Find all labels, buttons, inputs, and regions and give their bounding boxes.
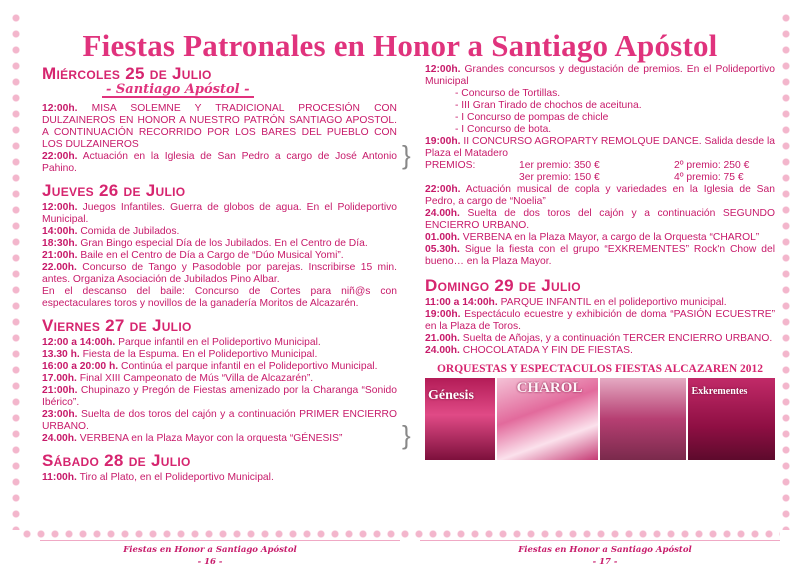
event-item xyxy=(42,361,397,373)
event-time: 11:00 a 14:00h. xyxy=(425,297,498,308)
event-time: 19:00h. xyxy=(425,136,461,147)
bottom-dot-border xyxy=(20,528,780,540)
event-text: PARQUE INFANTIL en el polideportivo municipal. xyxy=(497,297,727,308)
prize-1: 1er premio: 350 € xyxy=(519,160,600,171)
day-subtitle: - Santiago Apóstol - xyxy=(102,84,254,98)
event-item xyxy=(42,472,397,484)
event-item xyxy=(42,250,397,262)
event-item xyxy=(425,184,775,208)
event-item xyxy=(42,337,397,349)
event-text: Comida de Jubilados. xyxy=(77,226,180,237)
footer-rule xyxy=(420,540,780,541)
day-heading-saturday: Sábado 28 de Julio xyxy=(42,451,191,470)
event-item xyxy=(425,297,775,309)
prizes-table xyxy=(425,160,775,184)
event-item xyxy=(425,232,775,244)
event-text: Juegos Infantiles. Guerra de globos de agua. En el Polideportivo Municipal. xyxy=(42,202,397,225)
event-time: 14:00h. xyxy=(42,226,78,237)
charol-band-photo xyxy=(497,378,598,460)
event-text: Final XIII Campeonato de Mús “Villa de Alcazarén”. xyxy=(76,373,314,384)
event-item xyxy=(42,409,397,433)
event-text: Espectáculo ecuestre y exhibición de doma “PASIÓN ECUESTRE” en la Plaza de Toros. xyxy=(425,309,775,332)
event-text: Parque infantil en el Polideportivo Municipal. xyxy=(115,337,321,348)
contest-item: - III Gran Tirado de chochos de aceituna. xyxy=(455,100,642,111)
event-time: 23:00h. xyxy=(42,409,78,420)
event-item xyxy=(42,385,397,409)
footer-text: Fiestas en Honor a Santiago Apóstol xyxy=(123,545,297,555)
fold-mark: } xyxy=(402,140,411,170)
photo-label: Génesis xyxy=(428,388,474,403)
event-item xyxy=(425,136,775,160)
event-time: 22.00h. xyxy=(42,262,77,273)
event-time: 21:00h. xyxy=(42,385,78,396)
day-heading-friday: Viernes 27 de Julio xyxy=(42,316,192,335)
event-text: Grandes concursos y degustación de premios. En el Polideportivo Municipal xyxy=(425,64,775,87)
event-item xyxy=(425,64,775,88)
event-item xyxy=(42,349,397,361)
event-item xyxy=(42,238,397,250)
event-text: Concurso de Tango y Pasodoble por parejas. Inscribirse 15 min. antes. Organiza Asociación de Jubilados Pino Albar. xyxy=(42,262,397,285)
event-time: 12:00h. xyxy=(42,103,78,114)
footer-rule xyxy=(40,540,400,541)
event-text: Gran Bingo especial Día de los Jubilados. En el Centro de Día. xyxy=(77,238,368,249)
footer-right xyxy=(505,544,705,568)
event-text: Fiesta de la Espuma. En el Polideportivo Municipal. xyxy=(79,349,318,360)
event-text: En el descanso del baile: Concurso de Cortes para niñ@s con espectaculares toros y novillos de la ganadería Moritos de Alcazarén. xyxy=(42,286,397,309)
event-item xyxy=(42,433,397,445)
contest-item: - Concurso de Tortillas. xyxy=(455,88,561,99)
event-time: 12:00 a 14:00h. xyxy=(42,337,116,348)
event-text: II CONCURSO AGROPARTY REMOLQUE DANCE. Salida desde la Plaza el Matadero xyxy=(425,136,775,159)
event-time: 05.30h. xyxy=(425,244,460,255)
event-text: Tiro al Plato, en el Polideportivo Municipal. xyxy=(76,472,274,483)
day-heading-wednesday: Miércoles 25 de Julio xyxy=(42,64,212,83)
event-text: Suelta de Añojas, y a continuación TERCER ENCIERRO URBANO. xyxy=(459,333,773,344)
event-item xyxy=(425,244,775,268)
event-time: 12:00h. xyxy=(425,64,461,75)
event-text: Actuación en la Iglesia de San Pedro a cargo de José Antonio Pahino. xyxy=(42,151,397,174)
event-time: 21.00h. xyxy=(425,333,460,344)
event-time: 24.00h. xyxy=(425,208,460,219)
event-time: 22:00h. xyxy=(42,151,78,162)
event-time: 11:00h. xyxy=(42,472,77,483)
prize-3: 3er premio: 150 € xyxy=(519,172,600,183)
footer-text: Fiestas en Honor a Santiago Apóstol xyxy=(518,545,692,555)
page-title: Fiestas Patronales en Honor a Santiago Apóstol xyxy=(82,28,718,63)
event-time: 12:00h. xyxy=(42,202,78,213)
event-text: Sigue la fiesta con el grupo “EXKREMENTES” Rock'n Chow del bueno… en la Plaza Mayor. xyxy=(425,244,775,267)
orquestas-title: ORQUESTAS Y ESPECTACULOS FIESTAS ALCAZAREN 2012 xyxy=(436,363,763,375)
event-time: 01.00h. xyxy=(425,232,460,243)
event-list xyxy=(42,337,397,445)
event-text: Suelta de dos toros del cajón y a continuación PRIMER ENCIERRO URBANO. xyxy=(42,409,397,432)
event-text: Baile en el Centro de Día a Cargo de “Dúo Musical Yomi”. xyxy=(77,250,344,261)
event-time: 18:30h. xyxy=(42,238,78,249)
event-text: Actuación musical de copla y variedades en la Iglesia de San Pedro, a cargo de “Noelia” xyxy=(425,184,775,207)
orquestas-photo-strip xyxy=(425,378,775,460)
event-item xyxy=(425,345,775,357)
equestrian-show-photo xyxy=(600,378,686,460)
prize-2: 2º premio: 250 € xyxy=(674,160,750,171)
event-time: 16:00 a 20:00 h. xyxy=(42,361,119,372)
prize-4: 4º premio: 75 € xyxy=(674,172,744,183)
event-item xyxy=(42,262,397,286)
left-column xyxy=(42,64,397,484)
exkrementes-band-photo xyxy=(688,378,775,460)
event-text: Continúa el parque infantil en el Polideportivo Municipal. xyxy=(118,361,378,372)
photo-label: Exkrementes xyxy=(691,386,748,397)
prizes-label: PREMIOS: xyxy=(425,160,476,171)
event-list xyxy=(42,202,397,310)
event-item xyxy=(425,208,775,232)
event-time: 21:00h. xyxy=(42,250,78,261)
event-text: VERBENA en la Plaza Mayor, a cargo de la Orquesta “CHAROL” xyxy=(459,232,760,243)
footer-left xyxy=(110,544,310,568)
event-time: 24.00h. xyxy=(425,345,460,356)
right-dot-border xyxy=(778,10,794,530)
genesis-band-photo xyxy=(425,378,495,460)
event-time: 19:00h. xyxy=(425,309,461,320)
day-heading-sunday: Domingo 29 de Julio xyxy=(425,276,581,295)
event-time: 13.30 h. xyxy=(42,349,80,360)
fold-mark: } xyxy=(402,420,411,450)
event-text: CHOCOLATADA Y FIN DE FIESTAS. xyxy=(459,345,633,356)
event-item xyxy=(42,226,397,238)
event-item xyxy=(425,333,775,345)
photo-label: CHAROL xyxy=(516,380,583,396)
event-item xyxy=(425,309,775,333)
event-list xyxy=(425,184,775,268)
event-list xyxy=(42,472,397,484)
event-item xyxy=(42,202,397,226)
event-list xyxy=(425,297,775,357)
event-time: 17.00h. xyxy=(42,373,77,384)
page-number: - 16 - xyxy=(197,557,223,567)
right-column xyxy=(425,64,775,460)
event-list xyxy=(42,103,397,175)
event-text: MISA SOLEMNE Y TRADICIONAL PROCESIÓN CON DULZAINEROS EN HONOR A NUESTRO PATRÓN SANTIAGO APOSTOL. A CONTINUACIÓN RECORRIDO POR LOS BARES DEL PUEBLO CON LOS DULZAINEROS xyxy=(42,103,397,150)
event-text: VERBENA en la Plaza Mayor con la orquesta “GÉNESIS” xyxy=(76,433,343,444)
day-heading-thursday: Jueves 26 de Julio xyxy=(42,181,186,200)
event-time: 22:00h. xyxy=(425,184,461,195)
event-text: Suelta de dos toros del cajón y a continuación SEGUNDO ENCIERRO URBANO. xyxy=(425,208,775,231)
event-item xyxy=(42,151,397,175)
event-item xyxy=(42,373,397,385)
event-text: Chupinazo y Pregón de Fiestas amenizado por la Charanga “Sonido Ibérico”. xyxy=(42,385,397,408)
contest-item: - I Concurso de pompas de chicle xyxy=(455,112,609,123)
event-item xyxy=(42,286,397,310)
event-time: 24.00h. xyxy=(42,433,77,444)
event-item xyxy=(42,103,397,151)
page-number: - 17 - xyxy=(592,557,618,567)
left-dot-border xyxy=(8,10,24,530)
contest-item: - I Concurso de bota. xyxy=(455,124,552,135)
